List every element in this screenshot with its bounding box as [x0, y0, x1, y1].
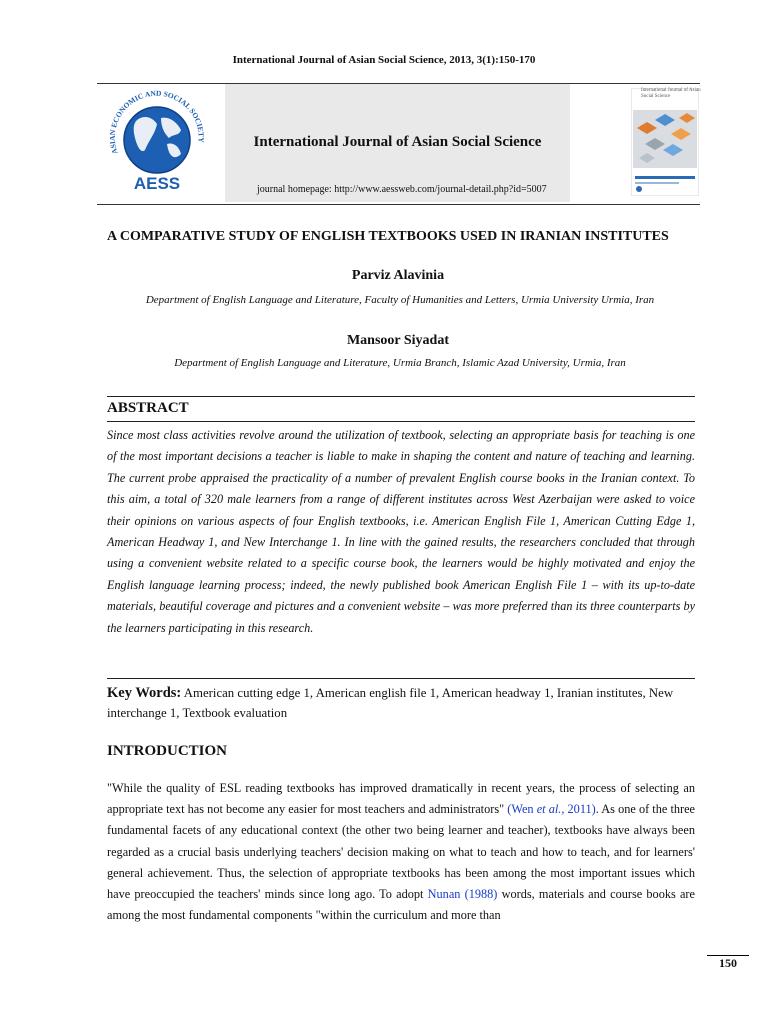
homepage-label: journal homepage: — [257, 184, 332, 195]
cover-caption: International Journal of Asian Social Science — [641, 88, 701, 99]
keywords-text: American cutting edge 1, American english file 1, American headway 1, Iranian institutes, New interchange 1, Textbook evaluation — [107, 686, 674, 720]
logo-ring-text: ASIAN ECONOMIC AND SOCIAL SOCIETY — [107, 88, 206, 156]
abstract-heading-rule — [107, 421, 695, 422]
abstract-text: Since most class activities revolve around the utilization of textbook, selecting an appropriate basis for teaching is one of the most important decisions a teacher is liable to make in shaping the content and nature of teaching and learning. The current probe appraised the practicality of a number of prevalent English course books in the Iranian context. To this aim, a total of 320 male learners from a range of different institutes across West Azerbaijan were asked to voice their opinions on various aspects of four English textbooks, i.e. American English File 1, American Cutting Edge 1, American Headway 1, and New Interchange 1. In line with the gained results, the researchers concluded that through using a convenient website related to a specific course book, the learners would be highly motivated and enjoy the English language learning process; indeed, the newly published book American English File 1 – with its up-to-date materials, beautiful coverage and pictures and a convenient website – was more preferred than its three counterparts by the learners participating in this research. — [107, 428, 695, 635]
logo-acronym: AESS — [133, 174, 181, 193]
introduction-paragraph — [107, 778, 695, 926]
journal-title: International Journal of Asian Social Science — [253, 134, 542, 150]
banner-bottom-rule — [97, 204, 700, 205]
intro-text-3: words, materials and course books are among the most fundamental components "within the curriculum and more than — [107, 887, 695, 923]
author-affiliation: Department of English Language and Literature, Faculty of Humanities and Letters, Urmia University Urmia, Iran — [145, 294, 655, 306]
journal-homepage — [257, 184, 547, 195]
author-name-2: Mansoor Siyadat — [346, 333, 450, 348]
journal-cover-image — [631, 88, 699, 196]
homepage-url[interactable]: http://www.aessweb.com/journal-detail.php?id=5007 — [334, 184, 547, 195]
citation-nunan-1988[interactable]: Nunan (1988) — [427, 887, 498, 902]
article-title: A COMPARATIVE STUDY OF ENGLISH TEXTBOOKS USED IN IRANIAN INSTITUTES — [107, 229, 669, 244]
abstract-heading: ABSTRACT — [107, 400, 189, 416]
page-number: 150 — [719, 956, 737, 970]
abstract-bottom-rule — [107, 678, 695, 679]
introduction-heading: INTRODUCTION — [107, 743, 228, 759]
journal-banner — [97, 84, 700, 202]
keywords-label: Key Words: — [107, 685, 182, 701]
author-affiliation-2: Department of English Language and Literature, Urmia Branch, Islamic Azad University, Urmia, Iran — [174, 357, 626, 369]
author-name: Parviz Alavinia — [351, 268, 445, 283]
intro-text-1: "While the quality of ESL reading textbooks has improved dramatically in recent years, the process of selecting an appropriate text has not become any easier for most teachers and administrators" — [107, 781, 695, 817]
keywords — [107, 683, 695, 723]
intro-text-2: . As one of the three fundamental facets of any educational context (the other two being learner and teacher), textbooks have always been regarded as a crucial basis underlying teachers' decision making on what to teach and how to teach, and for learners' general achievement. Thus, the selection of appropriate textbooks has been among the most important issues which have preoccupied the teachers' minds since long ago. To adopt — [107, 802, 696, 902]
running-head: International Journal of Asian Social Science, 2013, 3(1):150-170 — [232, 54, 536, 66]
abstract-top-rule — [107, 396, 695, 397]
aess-logo — [97, 84, 217, 199]
citation-wen-2011[interactable]: (Wen et al., 2011) — [507, 802, 596, 817]
